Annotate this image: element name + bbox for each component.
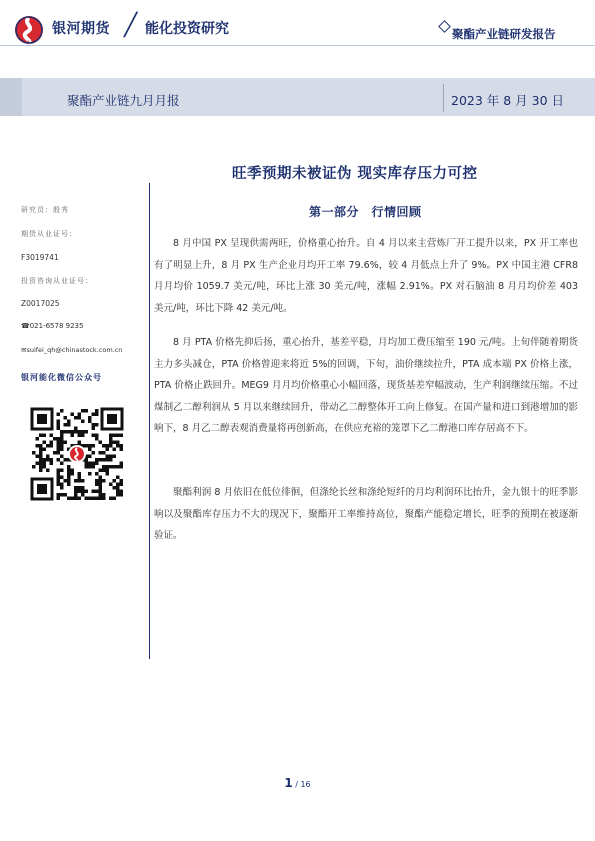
diamond-icon: [438, 20, 451, 33]
section-title: 第一部分 行情回顾: [309, 205, 422, 219]
wechat-label: 银河能化微信公众号: [21, 373, 102, 382]
consult-cert-value: Z0017025: [21, 299, 60, 308]
report-type: 聚酯产业链研发报告: [452, 27, 556, 41]
futures-cert-value: F3019741: [21, 253, 59, 262]
phone-number: ☎021-6578 9235: [21, 322, 84, 330]
paragraph-px: 8 月中国 PX 呈现供需两旺，价格重心抬升。自 4 月以来主营炼厂开工提升以来，PX 开工率也有了明显上升，8 月 PX 生产企业月均开工率 79.6%，较 4 月低点上升了 9%。PX 中国主港 CFR8 月月均价 1059.7 美元/吨，环比上涨 30 美元/吨，涨幅 2.91%。PX 对石脑油 8 月月均价差 403 美元/吨，环比下降 42 美元/吨。: [154, 238, 578, 314]
galaxy-logo-icon: [14, 15, 44, 45]
email-link[interactable]: ✉suifei_qh@chinastock.com.cn: [21, 346, 123, 354]
researcher-label: 研究员：殷秀: [21, 206, 69, 214]
header-divider: ╱: [124, 13, 138, 38]
page-separator: /: [292, 780, 301, 789]
brand-name: 银河期货: [52, 21, 110, 37]
headline: 旺季预期未被证伪 现实库存压力可控: [232, 166, 478, 182]
band-accent: [0, 78, 22, 116]
department-name: 能化投资研究: [145, 21, 229, 37]
report-date: 2023 年 8 月 30 日: [451, 93, 565, 108]
futures-cert-label: 期货从业证号：: [21, 230, 77, 238]
page-current: 1: [284, 776, 293, 790]
sidebar-divider: [149, 183, 150, 659]
paragraph-polyester: 聚酯利润 8 月依旧在低位徘徊，但涤纶长丝和涤纶短纤的月均利润环比抬升，金九银十的旺季影响以及聚酯库存压力不大的现况下，聚酯开工率维持高位，聚酯产能稳定增长，旺季的预期在被逐渐验证。: [154, 487, 578, 541]
band-divider: [443, 84, 444, 112]
wechat-qr-code: [28, 405, 126, 503]
consult-cert-label: 投资咨询从业证号：: [21, 277, 93, 285]
report-title: 聚酯产业链九月月报: [67, 93, 180, 108]
page-total: 16: [300, 780, 311, 789]
paragraph-pta-meg: 8 月 PTA 价格先抑后扬，重心抬升，基差平稳，月均加工费压缩至 190 元/吨。上旬伴随着期货主力多头减仓，PTA 价格曾迎来将近 5%的回调，下旬，油价继续拉升，PTA 成本端 PX 价格上涨，PTA 价格止跌回升。MEG9 月月均价格重心小幅回落，现货基差窄幅波动，生产利润继续压缩。不过煤制乙二醇利润从 5 月以来继续回升，带动乙二醇整体开工向上修复。在国产量和进口到港增加的影响下，8 月乙二醇表观消费量将再创新高，在供应充裕的笼罩下乙二醇港口库存居高不下。: [154, 337, 578, 434]
header-rule: [0, 45, 595, 46]
page-number: [0, 772, 595, 791]
